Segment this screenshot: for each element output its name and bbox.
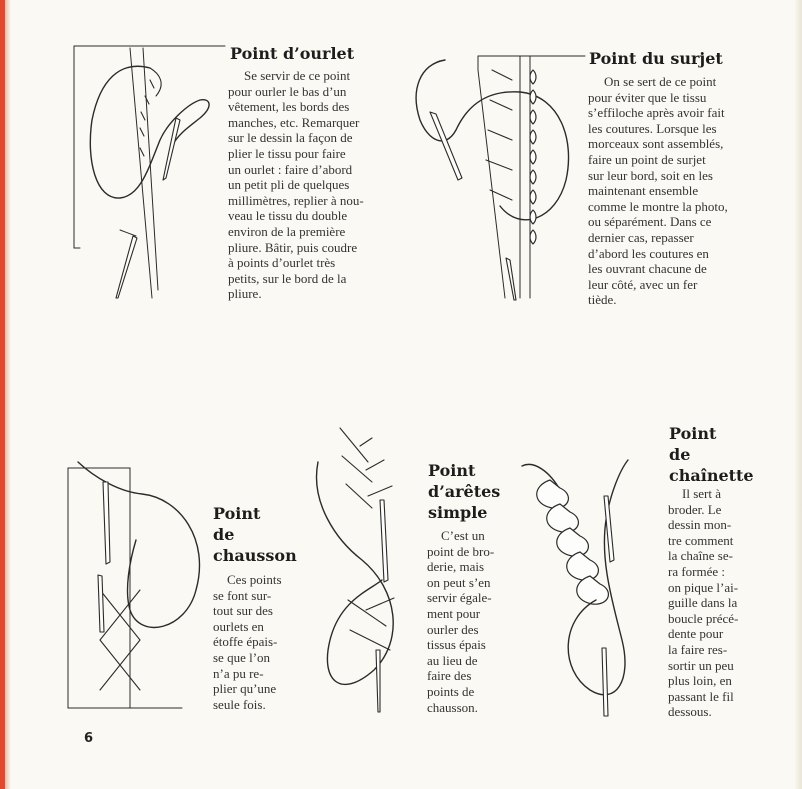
title-line: Point xyxy=(669,424,717,443)
chausson-illustration xyxy=(68,462,200,708)
text-line: ment pour xyxy=(427,605,481,621)
title-line: simple xyxy=(428,503,488,522)
text-line: on peut s’en xyxy=(427,574,491,590)
text-line: environ de la première xyxy=(228,223,346,239)
text-line: points de xyxy=(427,683,475,699)
text-line: sur le dessin la façon de xyxy=(228,130,353,146)
title-line: de xyxy=(213,525,235,544)
text-line: On se sert de ce point xyxy=(604,74,717,89)
surjet-illustration xyxy=(416,56,585,300)
text-line: la chaîne se- xyxy=(668,548,733,564)
text-line: ourlets en xyxy=(213,618,264,634)
text-line: dessous. xyxy=(668,704,712,720)
text-line: tout sur des xyxy=(213,603,273,619)
text-line: les coutures. Lorsque les xyxy=(588,120,717,136)
title-line: Point xyxy=(428,461,476,480)
text-line: se font sur- xyxy=(213,587,272,603)
text-line: C’est un xyxy=(441,528,485,543)
title-line: chaînette xyxy=(669,466,754,485)
chainette-text xyxy=(668,486,754,720)
text-line: sortir un peu xyxy=(668,657,734,673)
text-line: vêtement, les bords des xyxy=(228,99,350,115)
text-line: Se servir de ce point xyxy=(244,68,351,83)
text-line: faire un point de surjet xyxy=(588,151,706,167)
text-line: sur leur bord, soit en les xyxy=(588,167,713,183)
text-line: tissus épais xyxy=(427,637,486,653)
text-line: à points d’ourlet très xyxy=(228,255,336,271)
text-line: plier le tissu pour faire xyxy=(228,145,346,161)
text-line: ourler des xyxy=(427,621,479,637)
text-line: dente pour xyxy=(668,626,724,642)
text-line: Il sert à xyxy=(682,486,721,501)
text-line: un petit pli de quelques xyxy=(228,177,350,193)
ourlet-illustration xyxy=(74,46,225,298)
text-line: leur côté, avec un fer xyxy=(588,276,698,292)
text-line: derie, mais xyxy=(427,559,485,575)
text-line: étoffe épais- xyxy=(213,634,278,650)
ourlet-title: Point d’ourlet xyxy=(230,44,355,63)
ourlet-text xyxy=(228,68,398,302)
text-line: on pique l’ai- xyxy=(668,579,739,595)
page-number: 6 xyxy=(84,731,94,746)
text-line: servir égale- xyxy=(427,590,492,606)
text-line: tiède. xyxy=(588,292,617,308)
text-line: veau le tissu du double xyxy=(228,208,348,224)
text-line: morceaux sont assemblés, xyxy=(588,136,724,152)
text-line: passant le fil xyxy=(668,688,734,704)
text-line: un ourlet : faire d’abord xyxy=(228,161,353,177)
title-line: de xyxy=(669,445,691,464)
text-line: s’effiloche après avoir fait xyxy=(588,105,725,121)
text-line: pliure. xyxy=(228,286,262,302)
text-line: comme le montre la photo, xyxy=(588,198,728,214)
text-line: ou séparément. Dans ce xyxy=(588,214,712,230)
text-line: petits, sur le bord de la xyxy=(228,270,347,286)
text-line: seule fois. xyxy=(213,696,266,712)
aretes-title xyxy=(428,460,500,523)
text-line: tre comment xyxy=(668,532,734,548)
text-line: boucle précé- xyxy=(668,610,739,626)
text-line: pliure. Bâtir, puis coudre xyxy=(228,239,358,255)
text-line: dessin mon- xyxy=(668,517,732,533)
text-line: Ces points xyxy=(227,572,282,587)
aretes-text xyxy=(427,528,512,715)
text-line: dernier cas, repasser xyxy=(588,229,694,245)
text-line: maintenant ensemble xyxy=(588,183,699,199)
text-line: pour éviter que le tissu xyxy=(588,89,707,105)
chainette-title xyxy=(669,423,754,486)
text-line: d’abord les coutures en xyxy=(588,245,709,261)
chausson-title xyxy=(213,503,297,566)
text-line: n’a pu re- xyxy=(213,665,264,681)
title-line: chausson xyxy=(213,546,297,565)
text-line: millimètres, replier à nou- xyxy=(228,192,364,208)
text-line: manches, etc. Remarquer xyxy=(228,114,360,130)
text-line: point de bro- xyxy=(427,543,495,559)
text-line: chausson. xyxy=(427,699,478,715)
chainette-illustration xyxy=(522,460,628,716)
surjet-text xyxy=(588,74,758,308)
text-line: broder. Le xyxy=(668,501,722,517)
text-line: ra formée : xyxy=(668,563,726,579)
text-line: les ouvrant chacune de xyxy=(588,261,707,277)
title-line: Point xyxy=(213,504,261,523)
text-line: au lieu de xyxy=(427,652,478,668)
chausson-text xyxy=(213,572,298,712)
text-line: faire des xyxy=(427,668,472,684)
title-line: d’arêtes xyxy=(428,482,501,501)
text-line: se que l’on xyxy=(213,649,271,665)
surjet-title: Point du surjet xyxy=(589,49,723,68)
text-line: pour ourler le bas d’un xyxy=(228,83,347,99)
text-line: plier qu’une xyxy=(213,681,277,697)
text-line: guille dans la xyxy=(668,595,738,611)
text-line: plus loin, en xyxy=(668,673,732,689)
text-line: la faire res- xyxy=(668,641,728,657)
aretes-illustration xyxy=(317,428,394,712)
